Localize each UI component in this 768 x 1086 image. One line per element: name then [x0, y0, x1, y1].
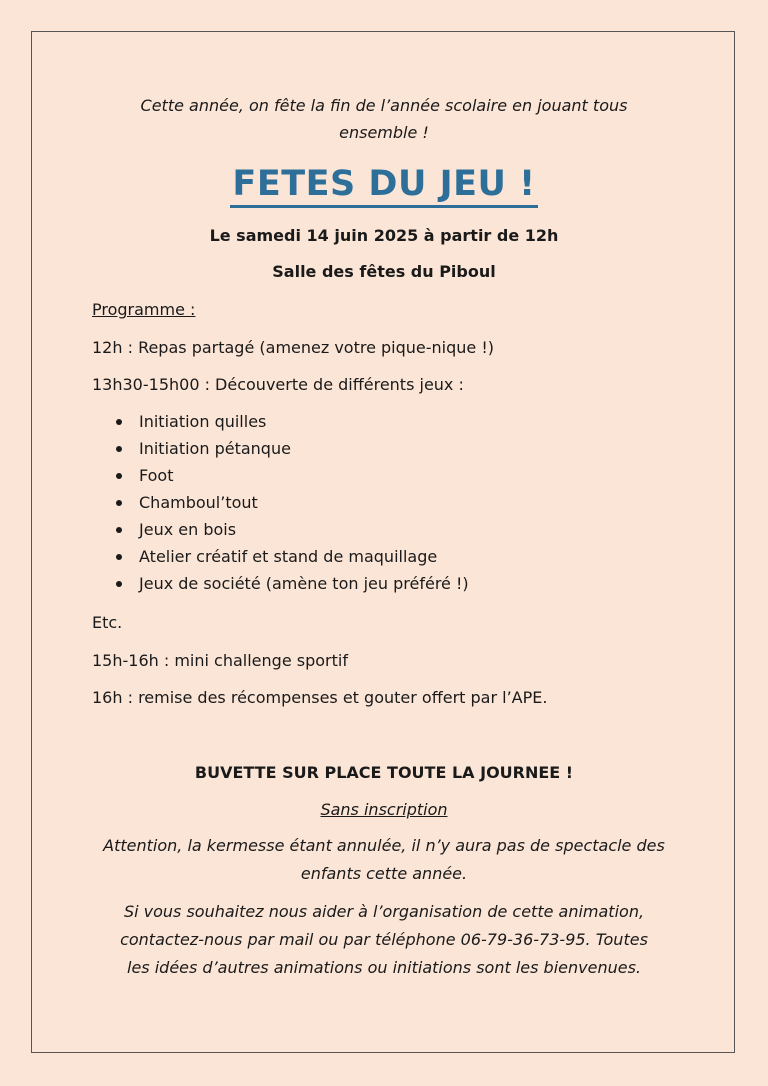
list-item: Initiation pétanque: [92, 435, 469, 462]
help-paragraph: [32, 898, 736, 982]
programme-etc: Etc.: [92, 613, 123, 632]
programme-lunch: 12h : Repas partagé (amenez votre pique-nique !): [92, 338, 495, 357]
flyer-page: [31, 31, 735, 1053]
list-item: Jeux de société (amène ton jeu préféré !): [92, 570, 469, 597]
games-list: [92, 408, 469, 597]
registration-notice: [32, 799, 736, 821]
attention-paragraph: [32, 832, 736, 888]
intro-line-2: ensemble !: [339, 123, 429, 142]
list-item: Foot: [92, 462, 469, 489]
registration-text: Sans inscription: [320, 800, 448, 819]
event-title: [32, 162, 736, 206]
event-title-text: FETES DU JEU !: [230, 164, 537, 208]
help-line-3: les idées d’autres animations ou initiations sont les bienvenues.: [127, 958, 641, 977]
help-line-2: contactez-nous par mail ou par téléphone 06-79-36-73-95. Toutes: [120, 930, 648, 949]
intro-text: [32, 92, 736, 146]
programme-games-intro: 13h30-15h00 : Découverte de différents jeux :: [92, 375, 464, 394]
intro-line-1: Cette année, on fête la fin de l’année scolaire en jouant tous: [140, 96, 628, 115]
list-item: Initiation quilles: [92, 408, 469, 435]
list-item: Atelier créatif et stand de maquillage: [92, 543, 469, 570]
list-item: Jeux en bois: [92, 516, 469, 543]
attention-line-2: enfants cette année.: [300, 864, 468, 883]
programme-heading: Programme :: [92, 300, 196, 319]
attention-line-1: Attention, la kermesse étant annulée, il n’y aura pas de spectacle des: [103, 836, 665, 855]
buvette-notice: BUVETTE SUR PLACE TOUTE LA JOURNEE !: [194, 763, 574, 782]
programme-challenge: 15h-16h : mini challenge sportif: [92, 651, 348, 670]
event-venue: Salle des fêtes du Piboul: [272, 262, 496, 281]
programme-rewards: 16h : remise des récompenses et gouter offert par l’APE.: [92, 688, 548, 707]
help-line-1: Si vous souhaitez nous aider à l’organisation de cette animation,: [123, 902, 645, 921]
event-date: Le samedi 14 juin 2025 à partir de 12h: [209, 226, 559, 245]
list-item: Chamboul’tout: [92, 489, 469, 516]
